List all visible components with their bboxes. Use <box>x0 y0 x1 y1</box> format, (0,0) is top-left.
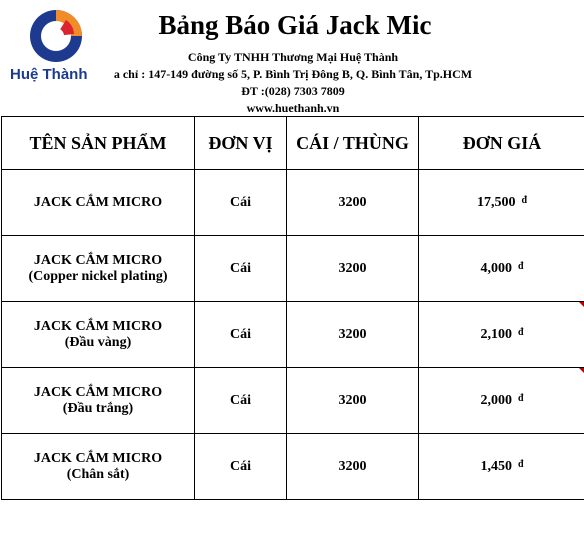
logo-icon <box>28 6 88 66</box>
page-title: Bảng Báo Giá Jack Mic <box>158 10 432 40</box>
price-table <box>1 116 584 500</box>
per-box-cell: 3200 <box>287 302 419 368</box>
unit-cell: Cái <box>195 302 287 368</box>
product-name-cell <box>2 434 195 500</box>
price-cell <box>419 434 584 500</box>
product-name: JACK CẮM MICRO <box>33 450 163 466</box>
table-row <box>2 302 584 368</box>
product-variant: (Chân sắt) <box>66 466 130 482</box>
product-variant: (Copper nickel plating) <box>28 268 168 284</box>
table-row <box>2 434 584 500</box>
price-value: 2,000 <box>480 392 512 408</box>
per-box-cell: 3200 <box>287 236 419 302</box>
unit-cell: Cái <box>195 368 287 434</box>
currency-symbol: đ <box>517 392 524 404</box>
product-name-cell <box>2 368 195 434</box>
company-phone: ĐT :(028) 7303 7809 <box>241 84 345 98</box>
price-value: 2,100 <box>480 326 512 342</box>
company-address: a chỉ : 147-149 đường số 5, P. Bình Trị Đông B, Q. Bình Tân, Tp.HCM <box>113 67 473 81</box>
price-value: 1,450 <box>480 458 512 474</box>
unit-cell: Cái <box>195 434 287 500</box>
currency-symbol: đ <box>521 194 528 206</box>
product-name-cell <box>2 302 195 368</box>
company-website: www.huethanh.vn <box>246 101 340 115</box>
table-header-row <box>2 117 584 170</box>
per-box-cell: 3200 <box>287 434 419 500</box>
company-name: Công Ty TNHH Thương Mại Huệ Thành <box>187 50 399 64</box>
column-header-unit: ĐƠN VỊ <box>195 117 287 170</box>
table-row <box>2 236 584 302</box>
unit-cell: Cái <box>195 236 287 302</box>
currency-symbol: đ <box>517 326 524 338</box>
product-name: JACK CẮM MICRO <box>33 318 163 334</box>
comment-flag-icon <box>579 302 584 308</box>
price-cell <box>419 302 584 368</box>
comment-flag-icon <box>579 368 584 374</box>
product-variant: (Đầu trắng) <box>62 400 134 416</box>
price-value: 4,000 <box>480 260 512 276</box>
currency-symbol: đ <box>517 458 524 470</box>
product-name-cell <box>2 236 195 302</box>
table-row <box>2 368 584 434</box>
unit-cell: Cái <box>195 170 287 236</box>
price-cell <box>419 170 584 236</box>
column-header-product: TÊN SẢN PHẨM <box>2 117 195 170</box>
product-name: JACK CẮM MICRO <box>33 384 163 400</box>
price-cell <box>419 368 584 434</box>
product-name: JACK CẮM MICRO <box>33 194 163 210</box>
per-box-cell: 3200 <box>287 368 419 434</box>
logo-text: Huệ Thành <box>10 66 88 83</box>
column-header-per-box: CÁI / THÙNG <box>287 117 419 170</box>
product-name-cell <box>2 170 195 236</box>
price-cell <box>419 236 584 302</box>
price-value: 17,500 <box>476 194 516 210</box>
product-name: JACK CẮM MICRO <box>33 252 163 268</box>
column-header-price: ĐƠN GIÁ <box>419 117 584 170</box>
currency-symbol: đ <box>517 260 524 272</box>
product-variant: (Đầu vàng) <box>64 334 132 350</box>
header <box>0 0 584 116</box>
company-logo <box>10 6 106 84</box>
table-row <box>2 170 584 236</box>
per-box-cell: 3200 <box>287 170 419 236</box>
